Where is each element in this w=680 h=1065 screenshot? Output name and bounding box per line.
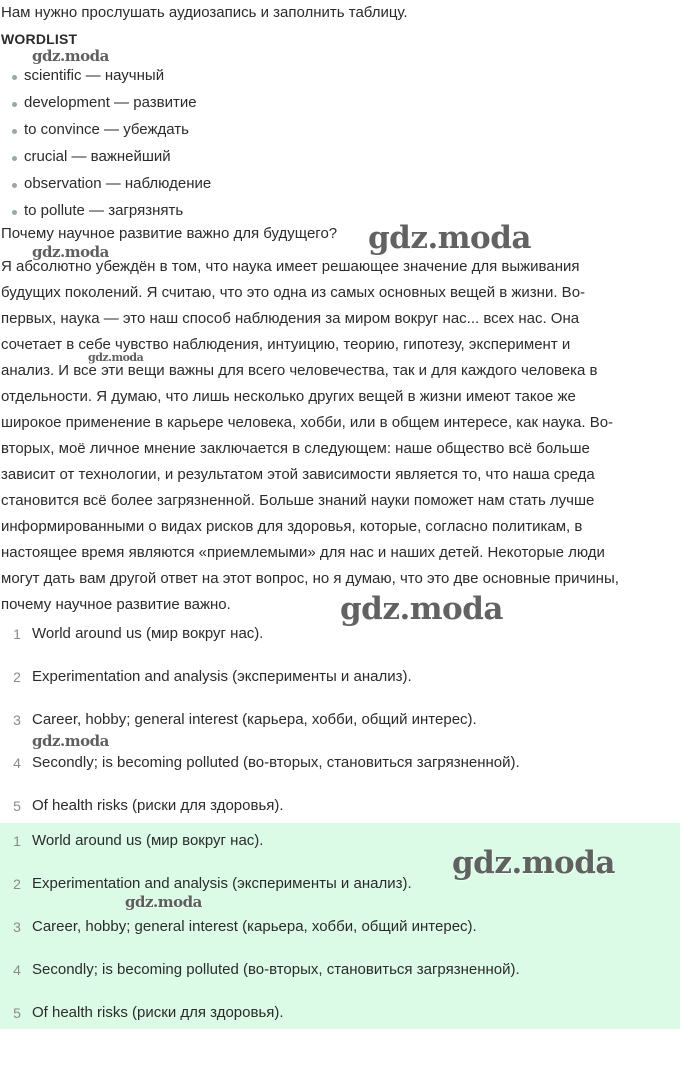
answer-line: настоящее время являются «приемлемыми» для нас и наших детей. Некоторые люди (1, 544, 605, 561)
bullet-icon (12, 102, 17, 107)
wordlist (0, 64, 211, 226)
item-number: 5 (13, 1005, 21, 1021)
item-text: World around us (мир вокруг нас). (32, 625, 264, 642)
item-number: 1 (13, 833, 21, 849)
answer-line: почему научное развитие важно. (1, 596, 231, 613)
watermark-logo: gdz.moda (88, 351, 144, 364)
item-text: Of health risks (риски для здоровья). (32, 1004, 284, 1021)
answer-line: вторых, моё личное мнение заключается в следующем: наше общество всё больше (1, 440, 590, 457)
task-intro: Нам нужно прослушать аудиозапись и заполнить таблицу. (1, 4, 408, 21)
answer-paragraph (1, 254, 677, 618)
wordlist-item-text: scientific — научный (24, 67, 165, 84)
question-heading: Почему научное развитие важно для будущего? (1, 225, 338, 242)
item-text: Experimentation and analysis (эксперименты и анализ). (32, 875, 412, 892)
answer-line: информированными о видах рисков для здоровья, которые, согласно политикам, в (1, 518, 583, 535)
solution-list-item (0, 960, 680, 1003)
item-number: 1 (13, 626, 21, 642)
answer-line: первых, наука — это наш способ наблюдения за миром вокруг нас... всех нас. Она (1, 310, 580, 327)
answer-list-item (0, 753, 680, 796)
solution-list-item (0, 917, 680, 960)
item-number: 3 (13, 712, 21, 728)
item-text: Career, hobby; general interest (карьера, хобби, общий интерес). (32, 711, 477, 728)
item-text: Experimentation and analysis (эксперименты и анализ). (32, 668, 412, 685)
item-number: 4 (13, 962, 21, 978)
answer-line: отдельности. Я думаю, что лишь несколько других вещей в жизни имеют такое же (1, 388, 576, 405)
wordlist-item (0, 64, 211, 91)
answer-line: зависит от технологии, и результатом этой зависимости является то, что наша среда (1, 466, 595, 483)
wordlist-item (0, 145, 211, 172)
answer-list-item (0, 624, 680, 667)
answer-line: будущих поколений. Я считаю, что это одна из самых основных вещей в жизни. Во- (1, 284, 586, 301)
wordlist-item (0, 199, 211, 226)
watermark-logo: gdz.moda (452, 845, 615, 881)
bullet-icon (12, 75, 17, 80)
wordlist-item-text: observation — наблюдение (24, 175, 212, 192)
answer-line: Я абсолютно убеждён в том, что наука имеет решающее значение для выживания (1, 258, 580, 275)
bullet-icon (12, 210, 17, 215)
wordlist-title: WORDLIST (1, 31, 78, 47)
item-text: World around us (мир вокруг нас). (32, 832, 264, 849)
answer-list-item (0, 667, 680, 710)
item-text: Secondly; is becoming polluted (во-вторых, становиться загрязненной). (32, 754, 520, 771)
answer-line: могут дать вам другой ответ на этот вопрос, но я думаю, что это две основные причины, (1, 570, 619, 587)
item-number: 2 (13, 876, 21, 892)
answer-line: анализ. И все эти вещи важны для всего человечества, так и для каждого человека в (1, 362, 598, 379)
wordlist-item-text: crucial — важнейший (24, 148, 171, 165)
solution-list-item (0, 1003, 680, 1046)
watermark-logo: gdz.moda (368, 220, 531, 256)
wordlist-item-text: development — развитие (24, 94, 197, 111)
item-number: 5 (13, 798, 21, 814)
item-number: 4 (13, 755, 21, 771)
item-number: 2 (13, 669, 21, 685)
wordlist-item (0, 118, 211, 145)
wordlist-item (0, 172, 211, 199)
item-text: Career, hobby; general interest (карьера, хобби, общий интерес). (32, 918, 477, 935)
answer-line: становится всё более загрязненной. Больше знаний науки поможет нам стать лучше (1, 492, 595, 509)
bullet-icon (12, 129, 17, 134)
wordlist-item-text: to pollute — загрязнять (24, 202, 184, 219)
watermark-logo: gdz.moda (125, 893, 202, 911)
watermark-logo: gdz.moda (340, 591, 503, 627)
watermark-logo: gdz.moda (32, 732, 109, 750)
bullet-icon (12, 183, 17, 188)
answer-line: широкое применение в карьере человека, хобби, или в общем интересе, как наука. Во- (1, 414, 614, 431)
item-text: Secondly; is becoming polluted (во-вторых, становиться загрязненной). (32, 961, 520, 978)
wordlist-item (0, 91, 211, 118)
bullet-icon (12, 156, 17, 161)
item-text: Of health risks (риски для здоровья). (32, 797, 284, 814)
watermark-logo: gdz.moda (32, 243, 109, 261)
item-number: 3 (13, 919, 21, 935)
watermark-logo: gdz.moda (32, 47, 109, 65)
answer-line: сочетает в себе чувство наблюдения, интуицию, теорию, гипотезу, эксперимент и (1, 336, 571, 353)
wordlist-item-text: to convince — убеждать (24, 121, 189, 138)
